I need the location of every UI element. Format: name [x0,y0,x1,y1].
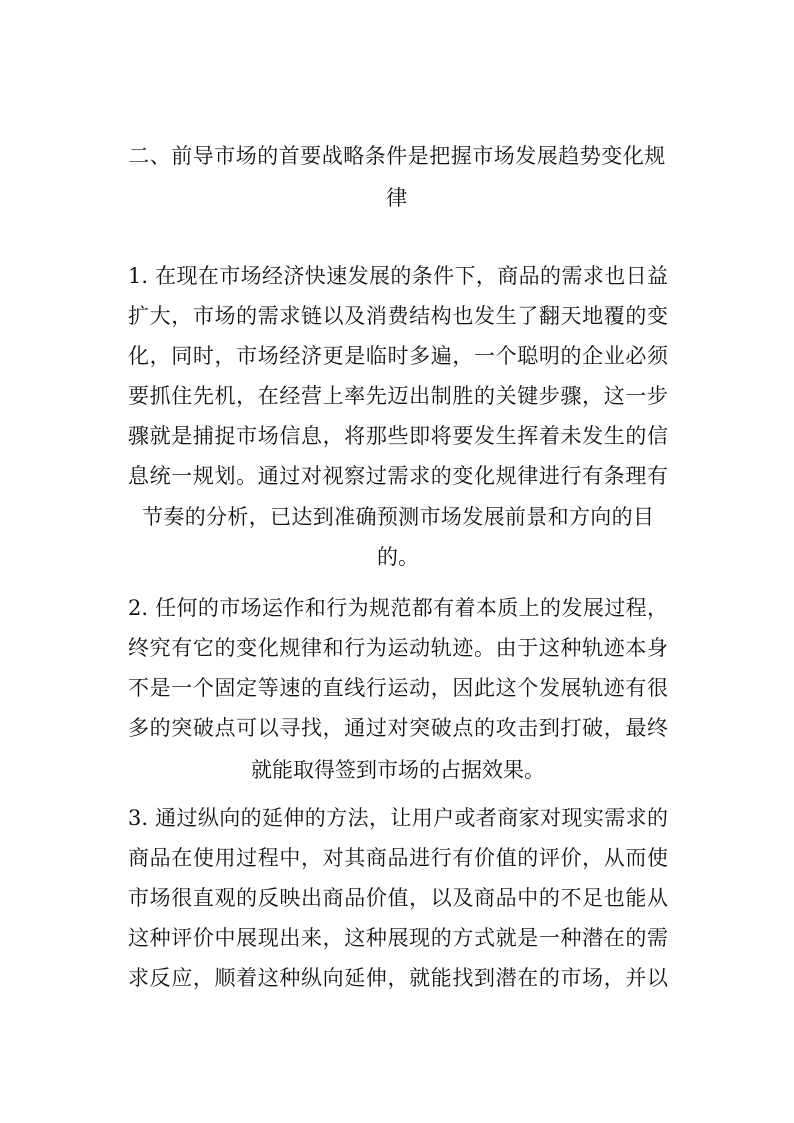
paragraph-3-line-4: 这种评价中展现出来，这种展现的方式就是一种潜在的需 [128,926,668,950]
paragraph-1-line-1: 1. 在现在市场经济快速发展的条件下，商品的需求也日益 [128,264,668,288]
paragraph-2-line-5: 就能取得签到市场的占据效果。 [251,758,545,782]
paragraph-3-line-1: 3. 通过纵向的延伸的方法，让用户或者商家对现实需求的 [128,806,668,830]
paragraph-1-line-6: 息统一规划。通过对视察过需求的变化规律进行有条理有 [128,464,668,488]
paragraph-2-line-2: 终究有它的变化规律和行为运动轨迹。由于这种轨迹本身 [128,636,668,660]
paragraph-1-line-7: 节奏的分析，已达到准确预测市场发展前景和方向的目 [142,505,654,529]
paragraph-1-line-2: 扩大，市场的需求链以及消费结构也发生了翻天地覆的变 [128,304,668,328]
section-heading-line-1: 二、前导市场的首要战略条件是把握市场发展趋势变化规 [128,144,666,168]
paragraph-2-line-1: 2. 任何的市场运作和行为规范都有着本质上的发展过程， [128,596,668,620]
paragraph-2-line-4: 多的突破点可以寻找，通过对突破点的攻击到打破，最终 [128,716,668,740]
paragraph-1-line-8: 的。 [377,545,419,569]
paragraph-1-line-4: 要抓住先机，在经营上率先迈出制胜的关键步骤，这一步 [128,384,668,408]
paragraph-1-line-5: 骤就是捕捉市场信息，将那些即将要发生挥着未发生的信 [128,424,668,448]
paragraph-3-line-2: 商品在使用过程中，对其商品进行有价值的评价，从而使 [128,846,668,870]
paragraph-1-line-3: 化，同时，市场经济更是临时多遍，一个聪明的企业必须 [128,344,668,368]
section-heading-line-2: 律 [386,186,408,210]
paragraph-2-line-3: 不是一个固定等速的直线行运动，因此这个发展轨迹有很 [128,676,668,700]
paragraph-3-line-5: 求反应，顺着这种纵向延伸，就能找到潜在的市场，并以 [128,966,668,990]
section-heading [120,135,674,219]
paragraph-3-line-3: 市场很直观的反映出商品价值，以及商品中的不足也能从 [128,886,668,910]
